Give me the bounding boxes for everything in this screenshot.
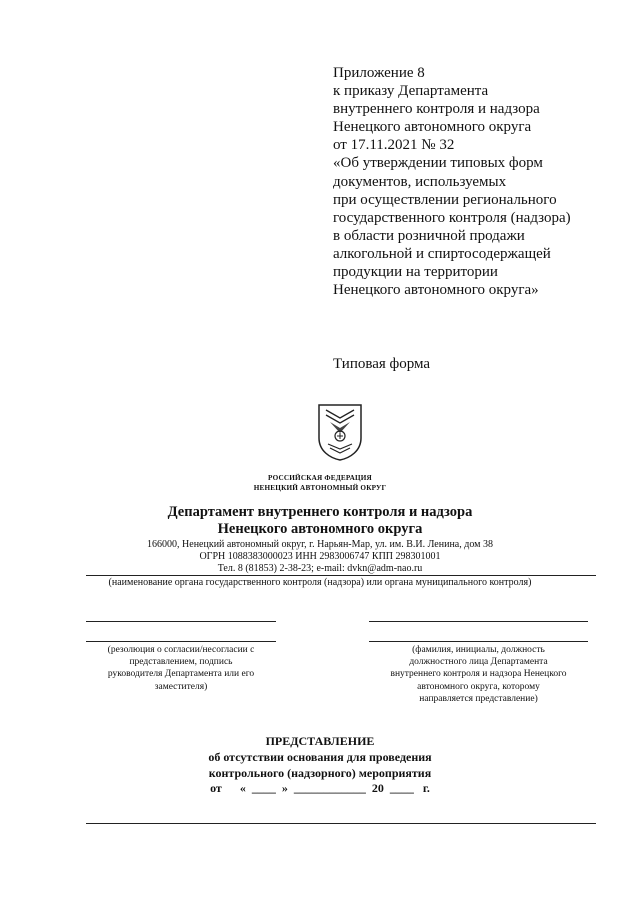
official-caption-line: должностного лица Департамента bbox=[409, 657, 548, 668]
nao-coat-of-arms-icon bbox=[316, 402, 364, 462]
federation-label: РОССИЙСКАЯ ФЕДЕРАЦИЯ bbox=[268, 474, 372, 482]
department-name-line2: Ненецкого автономного округа bbox=[217, 521, 423, 537]
appendix-line: Ненецкого автономного округа bbox=[333, 119, 532, 136]
official-caption-line: (фамилия, инициалы, должность bbox=[412, 645, 545, 655]
appendix-line: внутреннего контроля и надзора bbox=[333, 101, 540, 118]
appendix-line: документов, используемых bbox=[333, 173, 507, 190]
resolution-caption-line: заместителя) bbox=[154, 681, 208, 692]
department-name-line1: Департамент внутреннего контроля и надзора bbox=[167, 504, 473, 520]
appendix-line: «Об утверждении типовых форм bbox=[333, 155, 543, 172]
appendix-line: алкогольной и спиртосодержащей bbox=[333, 245, 551, 262]
document-title: ПРЕДСТАВЛЕНИЕ bbox=[265, 734, 375, 748]
appendix-line: государственного контроля (надзора) bbox=[333, 209, 571, 226]
resolution-caption bbox=[86, 644, 276, 693]
bottom-rule bbox=[86, 823, 596, 824]
document-subtitle-line2: контрольного (надзорного) мероприятия bbox=[208, 766, 432, 780]
official-caption-line: автономного округа, которому bbox=[417, 681, 540, 692]
department-contacts: Тел. 8 (81853) 2-38-23; e-mail: dvkn@adm-nao.ru bbox=[217, 563, 423, 574]
appendix-line: при осуществлении регионального bbox=[333, 191, 557, 208]
resolution-caption-line: представлением, подпись bbox=[129, 657, 233, 668]
organ-underline bbox=[86, 575, 596, 576]
document-date-line: от « ____ » ____________ 20 ____ г. bbox=[210, 781, 430, 795]
official-line-1 bbox=[369, 621, 588, 622]
official-caption-line: направляется представление) bbox=[419, 693, 538, 704]
official-caption-line: внутреннего контроля и надзора Ненецкого bbox=[390, 669, 567, 680]
appendix-line: к приказу Департамента bbox=[333, 83, 489, 100]
appendix-line: Ненецкого автономного округа» bbox=[333, 282, 539, 299]
official-caption bbox=[369, 644, 588, 705]
resolution-line-1 bbox=[86, 621, 276, 622]
appendix-block bbox=[333, 64, 571, 299]
okrug-label: НЕНЕЦКИЙ АВТОНОМНЫЙ ОКРУГ bbox=[253, 484, 387, 492]
organ-caption: (наименование органа государственного контроля (надзора) или органа муниципального контроля) bbox=[108, 577, 532, 588]
appendix-line: Приложение 8 bbox=[333, 65, 425, 81]
department-address: 166000, Ненецкий автономный округ, г. Нарьян-Мар, ул. им. В.И. Ленина, дом 38 bbox=[147, 539, 493, 550]
appendix-line: от 17.11.2021 № 32 bbox=[333, 137, 455, 154]
resolution-caption-line: руководителя Департамента или его bbox=[107, 669, 255, 680]
appendix-line: в области розничной продажи bbox=[333, 227, 525, 244]
form-type-label: Типовая форма bbox=[333, 356, 431, 372]
document-subtitle-line1: об отсутствии основания для проведения bbox=[208, 750, 432, 764]
appendix-line: продукции на территории bbox=[333, 264, 498, 281]
resolution-line-2 bbox=[86, 641, 276, 642]
department-ids: ОГРН 1088383000023 ИНН 2983006747 КПП 298301001 bbox=[199, 551, 441, 562]
resolution-caption-line: (резолюция о согласии/несогласии с bbox=[107, 645, 255, 655]
official-line-2 bbox=[369, 641, 588, 642]
